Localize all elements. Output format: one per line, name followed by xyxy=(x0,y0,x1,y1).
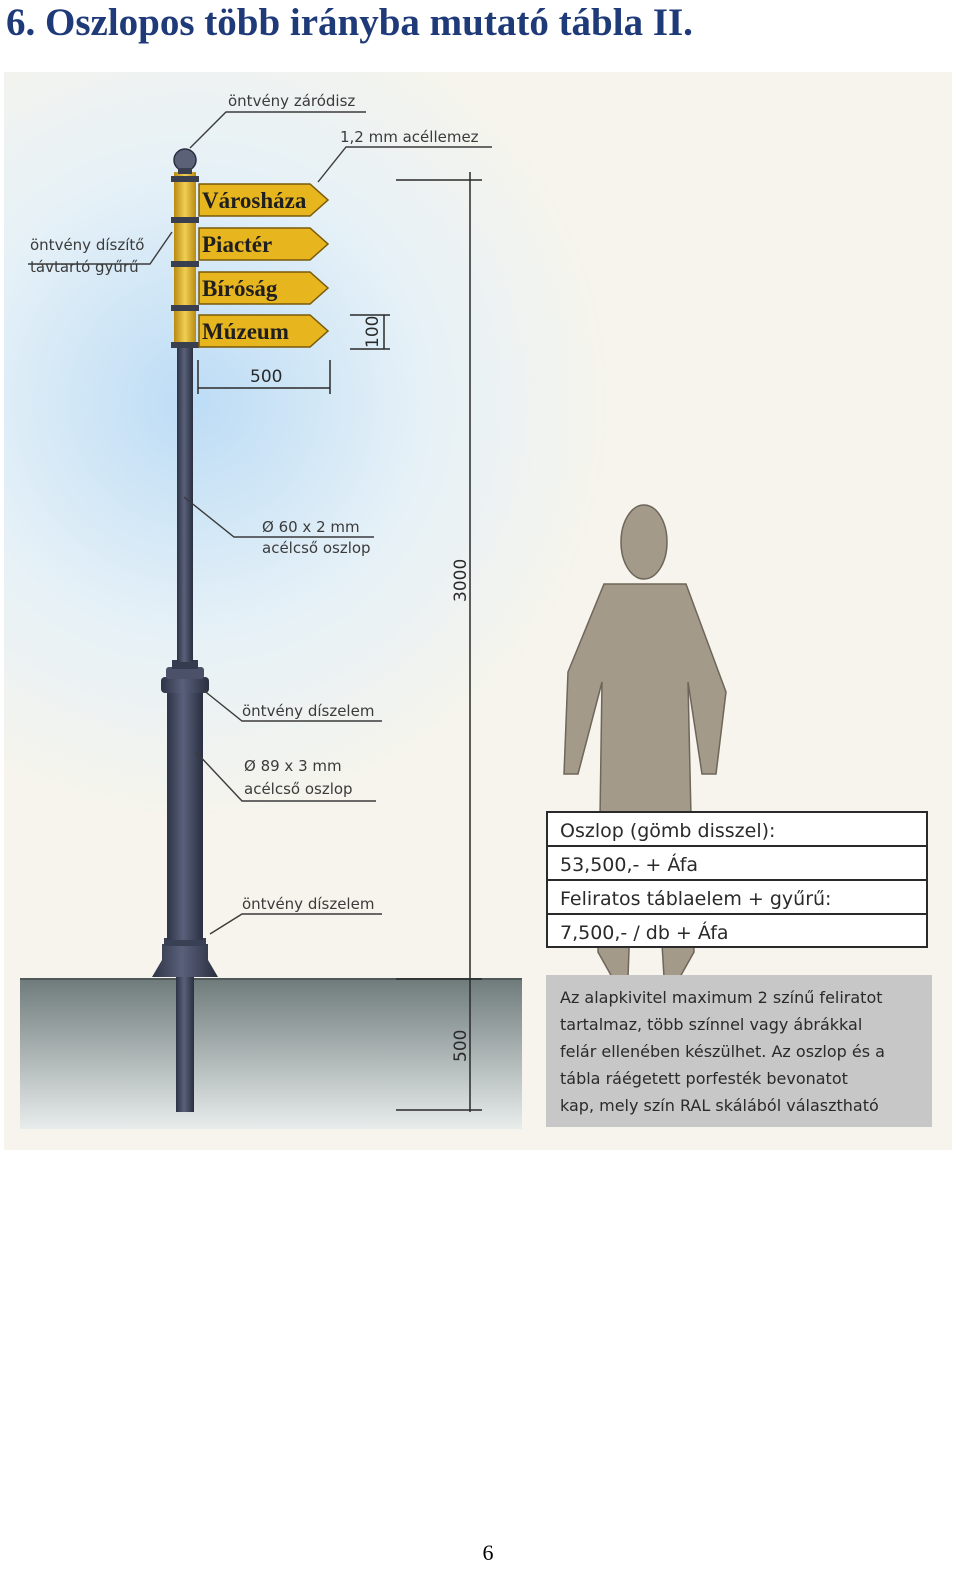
cap-ball xyxy=(174,149,196,171)
dim-sign-width-value: 500 xyxy=(250,367,283,387)
label-upper-pipe-1: Ø 60 x 2 mm xyxy=(262,518,360,536)
note-box xyxy=(546,975,932,1127)
price-row-4: 7,500,- / db + Áfa xyxy=(560,922,729,944)
collar-casting xyxy=(161,677,209,693)
label-base: öntvény díszelem xyxy=(242,895,375,913)
dim-sign-height-value: 100 xyxy=(363,315,383,348)
dim-depth-below-value: 500 xyxy=(451,1029,471,1062)
page-number: 6 xyxy=(482,1540,494,1565)
sign-piacter xyxy=(199,228,328,260)
svg-text:Múzeum: Múzeum xyxy=(202,319,289,344)
svg-text:Bíróság: Bíróság xyxy=(202,276,278,301)
price-row-3: Feliratos táblaelem + gyűrű: xyxy=(560,888,832,910)
sign-varoshaza xyxy=(199,184,328,216)
label-lower-pipe-1: Ø 89 x 3 mm xyxy=(244,757,342,775)
label-ring-2: távtartó gyűrű xyxy=(30,258,139,276)
note-line-4: tábla ráégetett porfesték bevonatot xyxy=(560,1069,848,1088)
note-line-1: Az alapkivitel maximum 2 színű feliratot xyxy=(560,988,883,1007)
svg-text:Piactér: Piactér xyxy=(202,232,273,257)
label-ring-1: öntvény díszítő xyxy=(30,236,145,254)
ground xyxy=(20,979,522,1129)
price-row-1: Oszlop (gömb disszel): xyxy=(560,820,776,842)
sign-muzeum xyxy=(199,315,328,347)
price-table xyxy=(547,812,927,947)
note-line-2: tartalmaz, több színnel vagy ábrákkal xyxy=(560,1015,863,1034)
note-line-5: kap, mely szín RAL skálából választható xyxy=(560,1096,879,1115)
sign-birosag xyxy=(199,272,328,304)
dim-height-above-value: 3000 xyxy=(451,558,471,602)
price-row-2: 53,500,- + Áfa xyxy=(560,854,699,876)
svg-text:Városháza: Városháza xyxy=(202,188,307,213)
spacer-ring xyxy=(171,176,199,182)
note-line-3: felár ellenében készülhet. Az oszlop és a xyxy=(560,1042,885,1061)
page-title: 6. Oszlopos több irányba mutató tábla II. xyxy=(6,1,693,44)
label-collar: öntvény díszelem xyxy=(242,702,375,720)
signpost-drawing xyxy=(4,72,952,1150)
label-upper-pipe-2: acélcső oszlop xyxy=(262,539,371,557)
label-lower-pipe-2: acélcső oszlop xyxy=(244,780,353,798)
label-sheet: 1,2 mm acéllemez xyxy=(340,128,479,146)
label-cap: öntvény záródisz xyxy=(228,92,356,110)
lower-pipe xyxy=(167,692,203,940)
